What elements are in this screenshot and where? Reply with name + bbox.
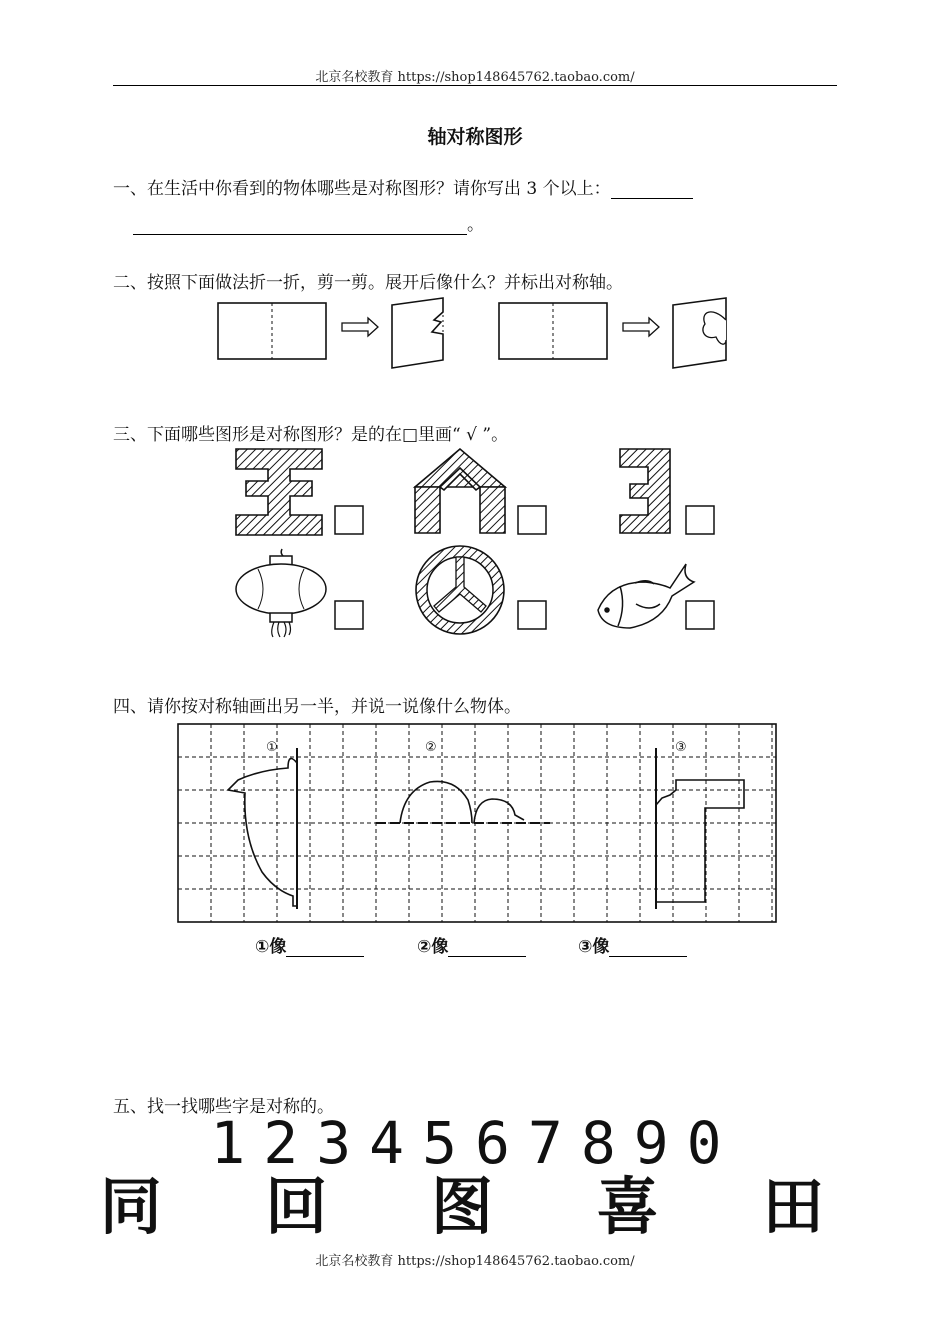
hatched-three-shape (620, 449, 670, 533)
figure-3-half-steps (656, 780, 744, 902)
question-4: 四、请你按对称轴画出另一半，并说一说像什么物体。 (113, 697, 521, 717)
checkbox-fish[interactable] (686, 601, 714, 629)
question-1-tail: 。 (467, 215, 484, 235)
page-footer: 北京名校教育 https://shop148645762.taobao.com/ (315, 1254, 635, 1269)
hatched-house-shape (415, 449, 505, 533)
answer-blank-4-3[interactable] (609, 938, 687, 957)
page-header: 北京名校教育 https://shop148645762.taobao.com/ (315, 70, 635, 85)
question-1-text: 一、在生活中你看到的物体哪些是对称图形？请你写出 3 个以上： (113, 179, 611, 199)
answer-row-1 (255, 932, 364, 957)
hatched-wang-shape (236, 449, 322, 535)
fold-paper-1 (218, 303, 326, 359)
cut-paper-zigzag (392, 298, 443, 368)
digit-row: 1234567890 (210, 1109, 740, 1177)
answer-label-1: ①像 (255, 937, 287, 957)
answer-label-2: ②像 (417, 937, 449, 957)
marker-3: ③ (675, 740, 687, 755)
question-2: 二、按照下面做法折一折，剪一剪。展开后像什么？并标出对称轴。 (113, 273, 623, 293)
answer-row-2 (417, 932, 526, 957)
arrow-2 (623, 318, 659, 336)
checkbox-lantern[interactable] (335, 601, 363, 629)
checkbox-house[interactable] (518, 506, 546, 534)
cut-paper-butterfly (673, 298, 726, 368)
checkbox-wang[interactable] (335, 506, 363, 534)
answer-blank-4-1[interactable] (286, 938, 364, 957)
answer-row-3 (578, 932, 687, 957)
hatched-wheel-shape (416, 546, 504, 634)
answer-label-3: ③像 (578, 937, 610, 957)
marker-1: ① (266, 740, 278, 755)
checkbox-three[interactable] (686, 506, 714, 534)
arrow-1 (342, 318, 378, 336)
figure-1-half-vase (228, 759, 297, 906)
question-3: 三、下面哪些图形是对称图形？是的在□里画“ √ ”。 (113, 425, 509, 445)
checkbox-wheel[interactable] (518, 601, 546, 629)
marker-2: ② (425, 740, 437, 755)
page-title: 轴对称图形 (427, 126, 523, 148)
question-5: 五、找一找哪些字是对称的。 (113, 1097, 334, 1117)
figure-2-half-arches (400, 781, 524, 823)
character-row: 同 回 图 喜 田 (99, 1170, 851, 1243)
fold-paper-2 (499, 303, 607, 359)
lantern-shape (236, 549, 326, 637)
fish-shape (598, 564, 694, 628)
answer-blank-4-2[interactable] (448, 938, 526, 957)
